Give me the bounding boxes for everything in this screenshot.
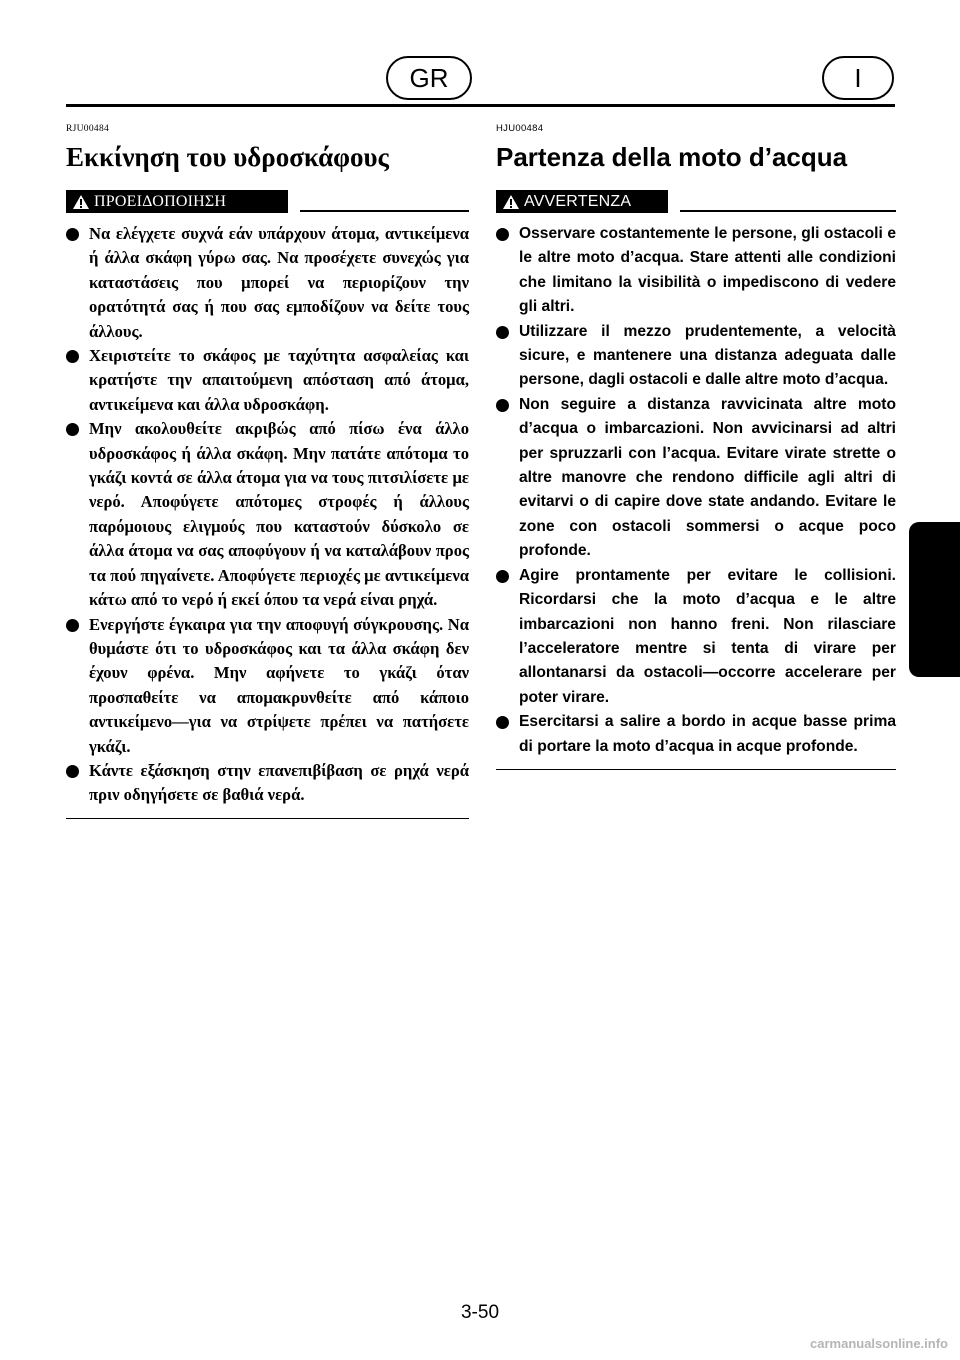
warning-header [66,190,469,216]
list-item: Utilizzare il mezzo prudentemente, a velocità sicure, e mantenere una distanza adeguata dalle persone, dagli ostacoli e dalle altre moto d’acqua. [496,320,896,393]
warning-label: ΠΡΟΕΙΔΟΠΟΙΗΣΗ [94,192,227,210]
section-end-rule [496,769,896,771]
bullet-icon [66,619,79,632]
warning-triangle-icon [502,194,520,210]
list-item: Esercitarsi a salire a bordo in acque basse prima di portare la moto d’acqua in acque profonde. [496,710,896,759]
bullet-icon [496,399,509,412]
bullet-icon [496,716,509,729]
warning-label: AVVERTENZA [524,192,632,210]
warning-rule [680,210,896,212]
watermark: carmanualsonline.info [810,1336,948,1351]
section-code: HJU00484 [496,123,544,134]
bullet-icon [66,765,79,778]
list-item: Ενεργήστε έγκαιρα για την αποφυγή σύγκρουσης. Να θυμάστε ότι το υδροσκάφος και τα άλλα σκάφη δεν έχουν φρένα. Μην αφήνετε το γκάζι όταν προσπαθείτε να απομακρυνθείτε από κάποιο αντικείμενο—για να στρίψετε πρέπει να πατήσετε γκάζι. [66,613,469,759]
warning-list [496,222,896,759]
list-item: Να ελέγχετε συχνά εάν υπάρχουν άτομα, αντικείμενα ή άλλα σκάφη γύρω σας. Να προσέχετε συνεχώς για καταστάσεις που μπορεί να περιορίζουν την ορατότητά σας ή που σας εμποδίζουν να δείτε τους άλλους. [66,222,469,344]
list-item: Non seguire a distanza ravvicinata altre moto d’acqua o imbarcazioni. Non avvicinarsi ad altri per spruzzarli con l’acqua. Evitare virate strette o altre manovre che rendono difficile agli altri di evitarvi o di capire dove state andando. Evitare le zone con ostacoli sommersi o acque poco profonde. [496,393,896,564]
bullet-icon [66,423,79,436]
header-rule [66,104,895,107]
list-item: Κάντε εξάσκηση στην επανεπιβίβαση σε ρηχά νερά πριν οδηγήσετε σε βαθιά νερά. [66,759,469,808]
language-tab-italian: I [822,56,894,100]
warning-rule [300,210,469,212]
bullet-icon [496,570,509,583]
page-number: 3-50 [460,1302,500,1323]
greek-column [66,122,469,819]
list-item: Agire prontamente per evitare le collisioni. Ricordarsi che la moto d’acqua e le altre imbarcazioni non hanno freni. Non rilasciare l’acceleratore mentre si tenta di virare per allontanarsi da ostacoli—occorre accelerare per poter virare. [496,564,896,710]
warning-triangle-icon [72,194,90,210]
warning-badge [496,190,668,213]
section-title: Εκκίνηση του υδροσκάφους [66,142,389,172]
bullet-icon [66,228,79,241]
italian-column [496,122,896,770]
list-item: Osservare costantemente le persone, gli ostacoli e le altre moto d’acqua. Stare attenti alle condizioni che limitano la visibilità o impediscono di vedere gli altri. [496,222,896,320]
list-item: Χειριστείτε το σκάφος με ταχύτητα ασφαλείας και κρατήστε την απαιτούμενη απόσταση από άτομα, αντικείμενα και άλλα υδροσκάφη. [66,344,469,417]
warning-badge [66,190,288,213]
language-tab-greek: GR [386,56,472,100]
bullet-icon [66,350,79,363]
chapter-thumb-tab [909,522,960,677]
section-title: Partenza della moto d’acqua [496,142,848,172]
bullet-icon [496,228,509,241]
warning-list [66,222,469,808]
bullet-icon [496,326,509,339]
warning-header [496,190,896,216]
section-code: RJU00484 [66,124,110,134]
list-item: Μην ακολουθείτε ακριβώς από πίσω ένα άλλο υδροσκάφος ή άλλα σκάφη. Μην πατάτε απότομα το γκάζι κοντά σε άλλα άτομα για να τους πιτσιλίσετε με νερό. Αποφύγετε απότομες στροφές ή άλλους παρόμοιους ελιγμούς που καταστούν δύσκολο σε άλλα άτομα να σας αποφύγουν ή να καταλάβουν προς τα πού πηγαίνετε. Αποφύγετε περιοχές με αντικείμενα κάτω από το νερό ή εκεί όπου τα νερά είναι ρηχά. [66,417,469,612]
section-end-rule [66,818,469,820]
